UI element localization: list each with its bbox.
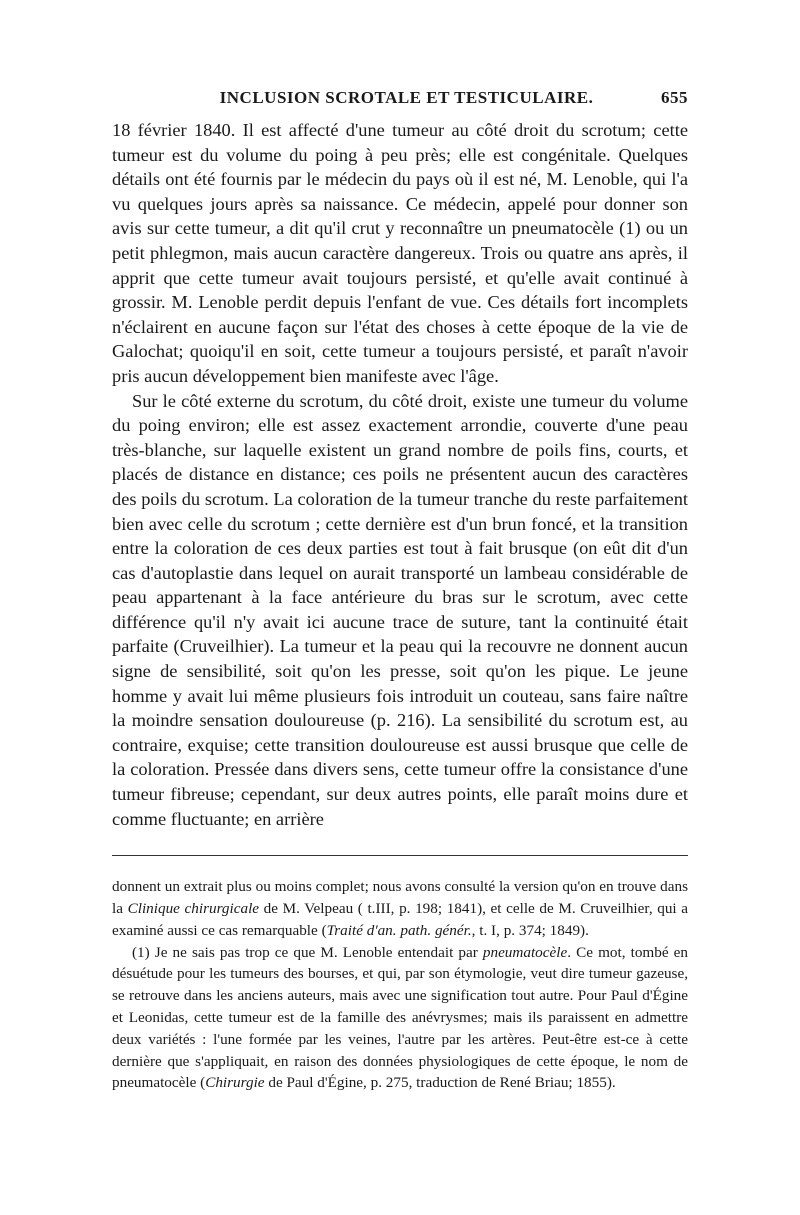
footnote-continuation-italic-a: Clinique chirurgicale (127, 900, 260, 918)
footnote-1 (112, 942, 688, 1095)
footnote-continuation-text-c: , t. I, p. 374; 1849). (471, 921, 589, 939)
body-text (112, 118, 688, 831)
paragraph-1: 18 février 1840. Il est affecté d'une tumeur au côté droit du scrotum; cette tumeur est du volume du poing à peu près; elle est congénitale. Quelques détails ont été fournis par le médecin du pays où il est né, M. Lenoble, qui l'a vu quelques jours après sa naissance. Ce médecin, appelé pour donner son avis sur cette tumeur, a dit qu'il crut y reconnaître un pneumatocèle (1) ou un petit phlegmon, mais aucun caractère dangereux. Trois ou quatre ans après, il apprit que cette tumeur avait toujours persisté, et qu'elle avait continué à grossir. M. Lenoble perdit depuis l'enfant de vue. Ces détails fort incomplets n'éclairent en aucune façon sur l'état des choses à cette époque de la vie de Galochat; quoiqu'il en soit, cette tumeur a toujours persisté, et paraît n'avoir pris aucun développement bien manifeste avec l'âge. (112, 120, 688, 386)
page-number: 655 (661, 88, 688, 107)
footnote-rule (112, 855, 688, 856)
footnotes (112, 876, 688, 1094)
footnote-continuation-text-a: donnent un extrait plus ou moins complet; nous avons consulté la version qu'on en trouve dans la (112, 878, 688, 918)
footnote-continuation-text-b: de M. Velpeau ( t.III, p. 198; 1841), et celle de M. Cruveilhier, qui a examiné aussi ce cas remarquable ( (112, 900, 689, 939)
footnote-continuation-italic-b: Traité d'an. path. génér. (326, 921, 472, 939)
footnote-1-italic-b: Chirurgie (205, 1074, 265, 1092)
footnote-continuation (112, 876, 688, 941)
footnote-1-text-b: . Ce mot, tombé en désuétude pour les tumeurs des bourses, et qui, par son étymologie, veut dire tumeur gazeuse, se retrouve dans les anciens auteurs, mais avec une signification tout autre. Pour Paul d'Égine et Leonidas, cette tumeur est de la famille des anévrysmes; mais ils paraissent en admettre deux variétés : l'une formée par les veines, l'autre par les artères. Peut-être est-ce à cette dernière que s'appliquait, en raison des données physiologiques de cette époque, le nom de pneumatocèle ( (112, 943, 688, 1092)
paragraph-2: Sur le côté externe du scrotum, du côté droit, existe une tumeur du volume du poing environ; elle est assez exactement arrondie, couverte d'une peau très-blanche, sur laquelle existent un grand nombre de poils fins, courts, et placés de distance en distance; ces poils ne présentent aucun des caractères des poils du scrotum. La coloration de la tumeur tranche du reste parfaitement bien avec celle du scrotum ; cette dernière est d'un brun foncé, et la transition entre la coloration de ces deux parties est tout à fait brusque (on eût dit d'un cas d'autoplastie dans lequel on aurait transporté un lambeau considérable de peau appartenant à la face antérieure du bras sur le scrotum, avec cette différence qu'il n'y avait ici aucune trace de suture, tant la continuité était parfaite (Cruveilhier). La tumeur et la peau qui la recouvre ne donnent aucun signe de sensibilité, soit qu'on les presse, soit qu'on les pique. Le jeune homme y avait lui même plusieurs fois introduit un couteau, sans faire naître la moindre sensation douloureuse (p. 216). La sensibilité du scrotum est, au contraire, exquise; cette transition douloureuse est aussi brusque que celle de la coloration. Pressée dans divers sens, cette tumeur offre la consistance d'une tumeur fibreuse; cependant, sur deux autres points, elle paraît moins dure et comme fluctuante; en arrière (112, 390, 688, 829)
running-head (112, 88, 688, 118)
footnote-1-text-a: (1) Je ne sais pas trop ce que M. Lenoble entendait par (132, 943, 483, 961)
running-title: INCLUSION SCROTALE ET TESTICULAIRE. (219, 88, 594, 107)
book-page (112, 88, 688, 1094)
footnote-1-text-c: de Paul d'Égine, p. 275, traduction de René Briau; 1855). (264, 1074, 616, 1092)
footnote-1-italic-a: pneumatocèle (482, 943, 568, 961)
